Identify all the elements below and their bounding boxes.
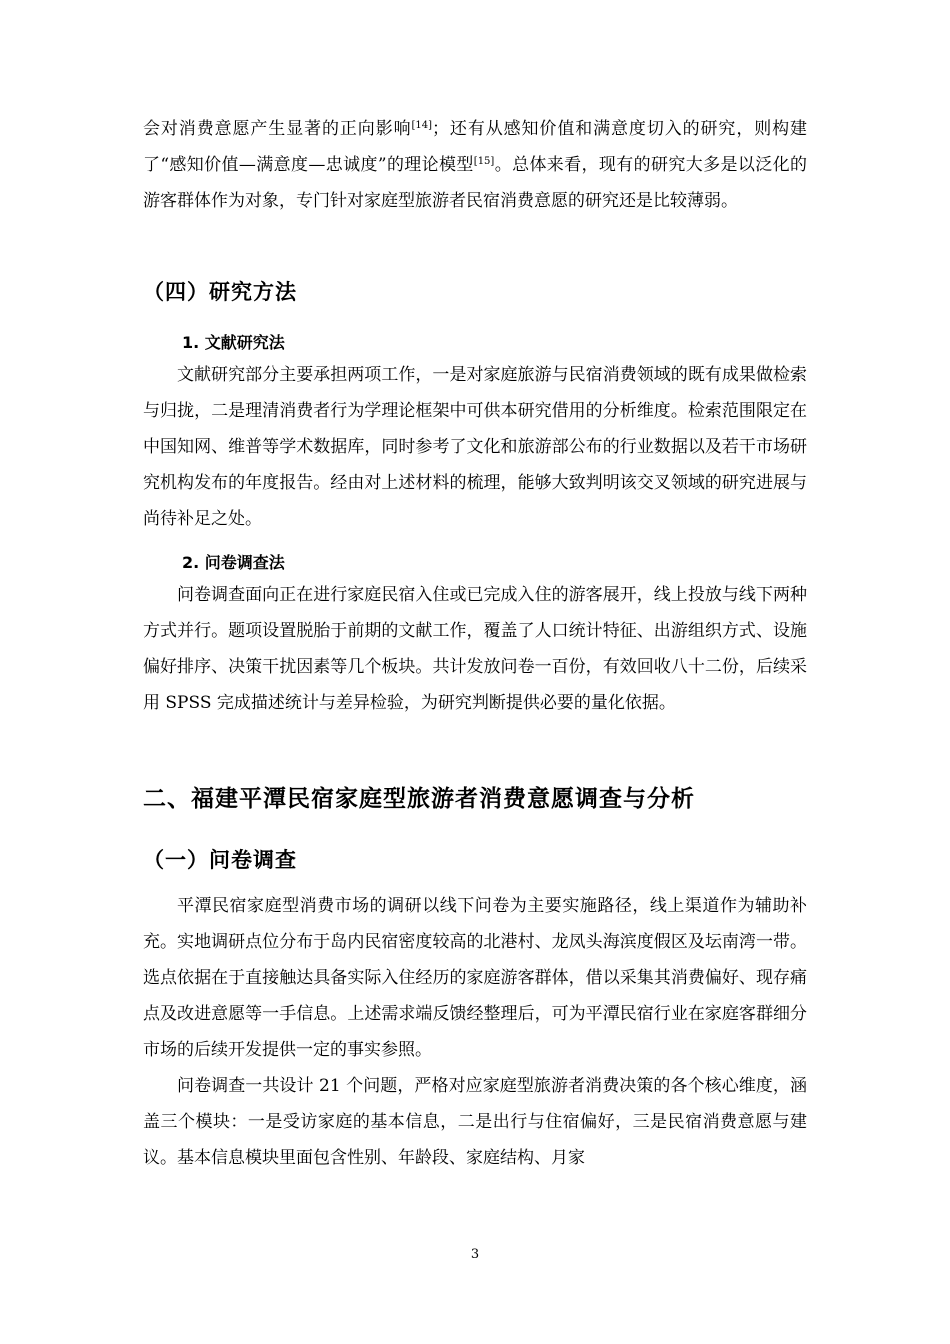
intro-text	[143, 111, 807, 219]
section-heading-research-methods: （四）研究方法	[143, 280, 297, 304]
intro-text-part-3: 。总体来看，现有的研究大多是以泛化的游客群体作为对象，专门针对家庭型旅游者民宿消费意愿的研究还是比较薄弱。	[143, 155, 807, 211]
intro-text-part-2: ；还有从感知价值和满意度切入的研究，则构建了“感知价值—满意度—忠诚度”的理论模型	[143, 119, 808, 175]
method1-paragraph	[143, 357, 807, 537]
method2-title: 2. 问卷调查法	[182, 553, 285, 572]
survey-paragraph-2: 问卷调查一共设计 21 个问题，严格对应家庭型旅游者消费决策的各个核心维度，涵盖三个模块：一是受访家庭的基本信息，二是出行与住宿偏好，三是民宿消费意愿与建议。基本信息模块里面包含性别、年龄段、家庭结构、月家	[143, 1076, 807, 1168]
method2-paragraph	[143, 577, 807, 721]
survey-paragraph-1: 平潭民宿家庭型消费市场的调研以线下问卷为主要实施路径，线上渠道作为辅助补充。实地调研点位分布于岛内民宿密度较高的北港村、龙凤头海滨度假区及坛南湾一带。选点依据在于直接触达具备实际入住经历的家庭游客群体，借以采集其消费偏好、现存痛点及改进意愿等一手信息。上述需求端反馈经整理后，可为平潭民宿行业在家庭客群细分市场的后续开发提供一定的事实参照。	[143, 896, 807, 1060]
intro-paragraph	[143, 111, 807, 219]
method1-body: 文献研究部分主要承担两项工作，一是对家庭旅游与民宿消费领域的既有成果做检索与归拢，二是理清消费者行为学理论框架中可供本研究借用的分析维度。检索范围限定在中国知网、维普等学术数据库，同时参考了文化和旅游部公布的行业数据以及若干市场研究机构发布的年度报告。经由对上述材料的梳理，能够大致判明该交叉领域的研究进展与尚待补足之处。	[143, 365, 807, 529]
method1-title: 1. 文献研究法	[182, 333, 285, 352]
chapter-heading: 二、福建平潭民宿家庭型旅游者消费意愿调查与分析	[143, 786, 695, 812]
subsection-heading-questionnaire: （一）问卷调查	[143, 848, 297, 872]
citation-15[interactable]: [15]	[473, 156, 495, 167]
chapter2-paragraphs	[143, 888, 807, 1176]
citation-14[interactable]: [14]	[411, 120, 433, 131]
page-number: 3	[470, 1247, 480, 1262]
method2-body: 问卷调查面向正在进行家庭民宿入住或已完成入住的游客展开，线上投放与线下两种方式并行。题项设置脱胎于前期的文献工作，覆盖了人口统计特征、出游组织方式、设施偏好排序、决策干扰因素等几个板块。共计发放问卷一百份，有效回收八十二份，后续采用 SPSS 完成描述统计与差异检验，为研究判断提供必要的量化依据。	[143, 585, 807, 713]
intro-text-part-1: 会对消费意愿产生显著的正向影响	[143, 119, 412, 139]
